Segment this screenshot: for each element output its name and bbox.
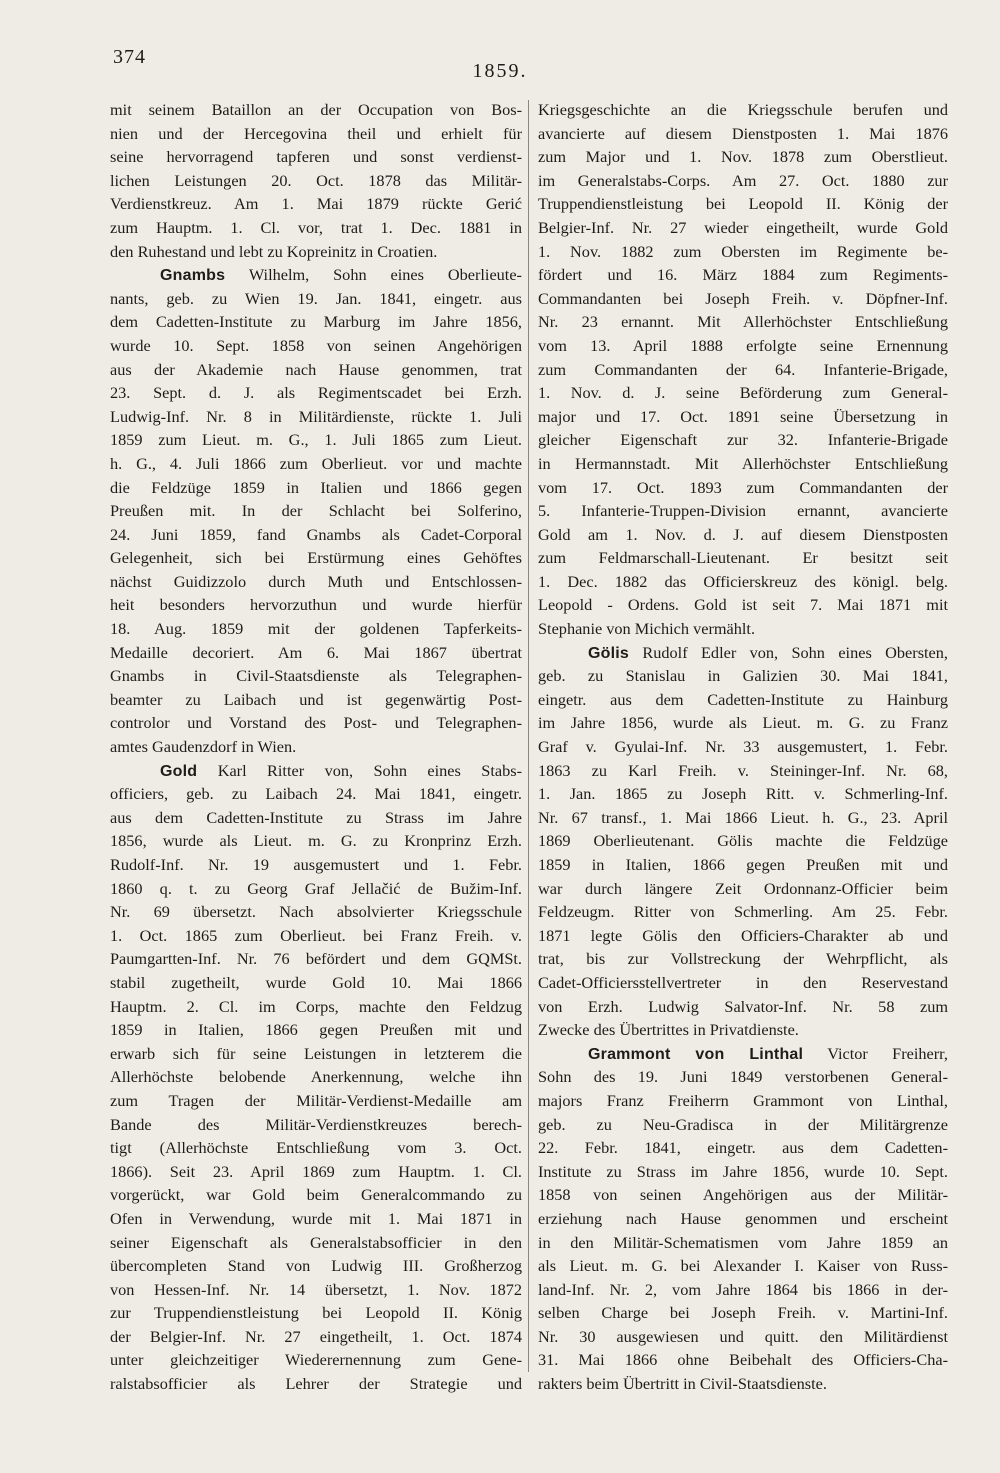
entry-first-line	[538, 1042, 948, 1066]
line-text: h. G., 4. Juli 1866 zum Oberlieut. vor und machte	[110, 453, 522, 473]
line-text: Nr. 69 übersetzt. Nach absolvierter Kriegsschule	[110, 902, 522, 922]
line-text: den Ruhestand und lebt zu Kopreinitz in Croatien.	[110, 241, 438, 261]
running-header-year: 1859.	[472, 60, 528, 82]
line-text: Institute zu Strass im Jahre 1856, wurde 10. Sept.	[538, 1161, 948, 1181]
text-line	[110, 593, 522, 617]
line-text: 1860 q. t. zu Georg Graf Jellačić de Bužim-Inf.	[110, 878, 522, 898]
line-text: lichen Leistungen 20. Oct. 1878 das Militär-	[110, 170, 522, 190]
right-column	[538, 98, 948, 1396]
text-line	[110, 122, 522, 146]
line-text: Wilhelm, Sohn eines Oberlieute-	[248, 265, 522, 285]
line-text: nants, geb. zu Wien 19. Jan. 1841, eingetr. aus	[110, 288, 522, 308]
text-line	[538, 310, 948, 334]
line-text: wurde 10. Sept. 1858 von seinen Angehörigen	[110, 335, 522, 355]
text-line	[110, 358, 522, 382]
line-text: 1856, wurde als Lieut. m. G. zu Kronprinz Erzh.	[110, 831, 522, 851]
text-line	[110, 947, 522, 971]
text-line	[538, 1065, 948, 1089]
line-text: rakters beim Übertritt in Civil-Staatsdienste.	[538, 1374, 827, 1394]
line-text: mit seinem Bataillon an der Occupation von Bos-	[110, 100, 522, 119]
text-line	[110, 1254, 522, 1278]
line-text: Ofen in Verwendung, wurde mit 1. Mai 1871 in	[110, 1208, 522, 1228]
text-line	[538, 1136, 948, 1160]
entry-first-line	[538, 641, 948, 665]
text-line	[110, 1065, 522, 1089]
text-line	[538, 1207, 948, 1231]
line-text: zum Tragen der Militär-Verdienst-Medaille am	[110, 1090, 522, 1110]
line-text: Cadet-Officiersstellvertreter in den Reservestand	[538, 972, 948, 992]
line-text: amtes Gaudenzdorf in Wien.	[110, 737, 297, 757]
line-text: stabil zugetheilt, wurde Gold 10. Mai 1866	[110, 972, 522, 992]
text-line	[110, 1089, 522, 1113]
text-line	[110, 971, 522, 995]
line-text: die Feldzüge 1859 in Italien und 1866 gegen	[110, 477, 522, 497]
line-text: aus der Akademie nach Hause genommen, trat	[110, 359, 522, 379]
line-text: seiner Eigenschaft als Generalstabsofficier in den	[110, 1232, 522, 1252]
line-text: Allerhöchste belobende Anerkennung, welche ihn	[110, 1067, 522, 1087]
line-text: tigt (Allerhöchste Entschließung vom 3. Oct.	[110, 1138, 522, 1158]
line-text: 1858 von seinen Angehörigen aus der Militär-	[538, 1185, 948, 1205]
text-line	[538, 759, 948, 783]
line-text: Medaille decoriert. Am 6. Mai 1867 übertrat	[110, 642, 522, 662]
line-text: vom 17. Oct. 1893 zum Commandanten der	[538, 477, 948, 497]
line-text: 1859 zum Lieut. m. G., 1. Juli 1865 zum Lieut.	[110, 430, 522, 450]
text-line	[110, 617, 522, 641]
text-line	[538, 1348, 948, 1372]
text-line	[538, 1254, 948, 1278]
text-line	[538, 523, 948, 547]
text-line	[538, 1301, 948, 1325]
entry-name: Gölis	[588, 644, 630, 662]
line-text: 1863 zu Karl Freih. v. Steininger-Inf. Nr. 68,	[538, 760, 948, 780]
line-text: Gold am 1. Nov. d. J. auf diesem Dienstposten	[538, 524, 948, 544]
text-line	[110, 216, 522, 240]
line-text: 1871 legte Gölis den Officiers-Charakter ab und	[538, 925, 948, 945]
text-line	[110, 1372, 522, 1396]
line-text: Kriegsgeschichte an die Kriegsschule berufen und	[538, 100, 948, 119]
line-text: im Jahre 1856, wurde als Lieut. m. G. zu Franz	[538, 713, 948, 733]
text-line	[538, 1278, 948, 1302]
line-text: gleicher Eigenschaft zur 32. Infanterie-Brigade	[538, 430, 948, 450]
text-line	[110, 806, 522, 830]
line-text: Nr. 23 ernannt. Mit Allerhöchster Entschließung	[538, 312, 948, 332]
line-text: 18. Aug. 1859 mit der goldenen Tapferkeits-	[110, 619, 522, 639]
text-line	[538, 853, 948, 877]
line-text: 31. Mai 1866 ohne Beibehalt des Officiers-Cha-	[538, 1350, 948, 1370]
text-line	[538, 877, 948, 901]
line-text: Stephanie von Michich vermählt.	[538, 619, 756, 639]
line-text: ralstabsofficier als Lehrer der Strategie und	[110, 1374, 522, 1394]
line-text: Karl Ritter von, Sohn eines Stabs-	[217, 760, 522, 780]
text-line	[110, 664, 522, 688]
line-text: 1. Dec. 1882 das Officierskreuz des königl. belg.	[538, 571, 948, 591]
line-text: von Erzh. Ludwig Salvator-Inf. Nr. 58 zum	[538, 996, 948, 1016]
text-line	[110, 452, 522, 476]
column-divider	[528, 100, 529, 1372]
line-text: trat, bis zur Vollstreckung der Wehrpflicht, als	[538, 949, 948, 969]
text-line	[110, 641, 522, 665]
text-line	[538, 1089, 948, 1113]
line-text: 1866). Seit 23. April 1869 zum Hauptm. 1. Cl.	[110, 1161, 522, 1181]
text-line	[538, 1113, 948, 1137]
line-text: Preußen mit. In der Schlacht bei Solferino,	[110, 501, 522, 521]
text-line	[110, 995, 522, 1019]
text-line	[538, 1372, 948, 1396]
line-text: 1. Oct. 1865 zum Oberlieut. bei Franz Freih. v.	[110, 925, 522, 945]
line-text: zur Truppendienstleistung bei Leopold II. König	[110, 1303, 522, 1323]
line-text: Sohn des 19. Juni 1849 verstorbenen General-	[538, 1067, 948, 1087]
text-line	[110, 1042, 522, 1066]
line-text: 1859 in Italien, 1866 gegen Preußen mit und	[538, 855, 948, 874]
line-text: zum Feldmarschall-Lieutenant. Er besitzt seit	[538, 548, 948, 568]
text-line	[110, 570, 522, 594]
line-text: controlor und Vorstand des Post- und Telegraphen-	[110, 713, 522, 733]
text-line	[110, 192, 522, 216]
text-line	[538, 546, 948, 570]
text-line	[538, 1325, 948, 1349]
line-text: übercompleten Stand von Ludwig III. Großherzog	[110, 1256, 522, 1276]
text-line	[538, 971, 948, 995]
line-text: war durch längere Zeit Ordonnanz-Officier beim	[538, 878, 948, 898]
line-text: beamter zu Laibach und ist gegenwärtig Post-	[110, 689, 522, 709]
text-line	[110, 877, 522, 901]
text-line	[110, 428, 522, 452]
text-line	[538, 829, 948, 853]
line-text: Graf v. Gyulai-Inf. Nr. 33 ausgemustert, 1. Febr.	[538, 737, 948, 757]
line-text: Bande des Militär-Verdienstkreuzes berech-	[110, 1114, 522, 1134]
line-text: land-Inf. Nr. 2, vom Jahre 1864 bis 1866 in der-	[538, 1279, 948, 1299]
line-text: vom 13. April 1888 erfolgte seine Ernennung	[538, 335, 948, 355]
line-text: im Generalstabs-Corps. Am 27. Oct. 1880 zur	[538, 170, 948, 190]
text-line	[110, 310, 522, 334]
line-text: Rudolf-Inf. Nr. 19 ausgemustert und 1. Febr.	[110, 855, 522, 874]
page-number: 374	[113, 46, 146, 68]
text-line	[110, 334, 522, 358]
text-line	[110, 829, 522, 853]
text-line	[538, 287, 948, 311]
text-line	[110, 735, 522, 759]
line-text: 23. Sept. d. J. als Regimentscadet bei Erzh.	[110, 383, 522, 403]
line-text: fördert und 16. März 1884 zum Regiments-	[538, 265, 948, 285]
entry-first-line	[110, 759, 522, 783]
line-text: aus dem Cadetten-Institute zu Strass im Jahre	[110, 807, 522, 827]
text-line	[110, 1325, 522, 1349]
text-line	[538, 688, 948, 712]
line-text: 1869 Oberlieutenant. Gölis machte die Feldzüge	[538, 831, 948, 851]
line-text: heit besonders hervorzuthun und wurde hierfür	[110, 595, 522, 615]
entry-first-line	[110, 263, 522, 287]
text-line	[538, 122, 948, 146]
text-line	[110, 1160, 522, 1184]
text-line	[538, 1160, 948, 1184]
line-text: Feldzeugm. Ritter von Schmerling. Am 25. Febr.	[538, 902, 948, 922]
line-text: unter gleichzeitiger Wiederernennung zum Gene-	[110, 1350, 522, 1370]
text-line	[110, 1348, 522, 1372]
text-line	[110, 98, 522, 122]
text-line	[110, 145, 522, 169]
line-text: in Hermannstadt. Mit Allerhöchster Entschließung	[538, 453, 948, 473]
line-text: 1. Nov. 1882 zum Obersten im Regimente be-	[538, 241, 948, 261]
text-line	[538, 405, 948, 429]
text-line	[110, 924, 522, 948]
line-text: 1. Nov. d. J. seine Beförderung zum General-	[538, 383, 948, 403]
text-line	[538, 995, 948, 1019]
text-line	[110, 1183, 522, 1207]
line-text: 1. Jan. 1865 zu Joseph Ritt. v. Schmerling-Inf.	[538, 784, 948, 804]
text-line	[110, 1278, 522, 1302]
line-text: 22. Febr. 1841, eingetr. aus dem Cadetten-	[538, 1138, 948, 1158]
text-line	[110, 688, 522, 712]
line-text: Gnambs in Civil-Staatsdienste als Telegraphen-	[110, 666, 522, 686]
text-line	[538, 169, 948, 193]
line-text: majors Franz Freiherrn Grammont von Linthal,	[538, 1090, 948, 1110]
text-line	[110, 1231, 522, 1255]
line-text: geb. zu Neu-Gradisca in der Militärgrenze	[538, 1114, 948, 1134]
text-line	[538, 664, 948, 688]
line-text: von Hessen-Inf. Nr. 14 übersetzt, 1. Nov. 1872	[110, 1279, 522, 1299]
line-text: zum Major und 1. Nov. 1878 zum Oberstlieut.	[538, 147, 948, 167]
text-line	[538, 263, 948, 287]
text-line	[538, 735, 948, 759]
text-line	[110, 287, 522, 311]
text-line	[538, 358, 948, 382]
text-line	[110, 240, 522, 264]
text-line	[110, 782, 522, 806]
text-line	[538, 499, 948, 523]
text-line	[110, 853, 522, 877]
line-text: officiers, geb. zu Laibach 24. Mai 1841, eingetr.	[110, 784, 522, 804]
text-line	[538, 924, 948, 948]
text-line	[110, 405, 522, 429]
line-text: Nr. 30 ausgewiesen und quitt. den Militärdienst	[538, 1326, 948, 1346]
text-line	[538, 711, 948, 735]
text-line	[110, 476, 522, 500]
line-text: Truppendienstleistung bei Leopold II. König der	[538, 194, 948, 214]
line-text: vorgerückt, war Gold beim Generalcommando zu	[110, 1185, 522, 1205]
line-text: zum Commandanten der 64. Infanterie-Brigade,	[538, 359, 948, 379]
line-text: Rudolf Edler von, Sohn eines Obersten,	[642, 642, 948, 662]
line-text: erziehung nach Hause genommen und erscheint	[538, 1208, 948, 1228]
line-text: als Lieut. m. G. bei Alexander I. Kaiser von Russ-	[538, 1256, 948, 1276]
line-text: Zwecke des Übertrittes in Privatdienste.	[538, 1020, 799, 1040]
text-line	[538, 617, 948, 641]
line-text: selben Charge bei Joseph Freih. v. Martini-Inf.	[538, 1303, 948, 1323]
line-text: Belgier-Inf. Nr. 27 wieder eingetheilt, wurde Gold	[538, 217, 948, 237]
entry-name: Gnambs	[160, 267, 226, 285]
line-text: nien und der Hercegovina theil und erhielt für	[110, 123, 522, 143]
text-line	[538, 806, 948, 830]
entry-name: Grammont von Linthal	[588, 1045, 804, 1063]
text-line	[110, 1301, 522, 1325]
line-text: nächst Guidizzolo durch Muth und Entschlossen-	[110, 571, 522, 591]
text-line	[110, 499, 522, 523]
text-line	[538, 1018, 948, 1042]
line-text: eingetr. aus dem Cadetten-Institute zu Hainburg	[538, 689, 948, 709]
text-line	[538, 334, 948, 358]
line-text: avancierte auf diesem Dienstposten 1. Mai 1876	[538, 123, 948, 143]
text-line	[110, 711, 522, 735]
line-text: 5. Infanterie-Truppen-Division ernannt, avancierte	[538, 501, 948, 521]
text-line	[538, 98, 948, 122]
text-line	[538, 947, 948, 971]
line-text: Commandanten bei Joseph Freih. v. Döpfner-Inf.	[538, 288, 948, 308]
line-text: Paumgartten-Inf. Nr. 76 befördert und dem GQMSt.	[110, 949, 522, 969]
text-line	[110, 1113, 522, 1137]
text-line	[538, 428, 948, 452]
text-line	[538, 216, 948, 240]
line-text: Nr. 67 transf., 1. Mai 1866 Lieut. h. G., 23. April	[538, 807, 948, 827]
line-text: der Belgier-Inf. Nr. 27 eingetheilt, 1. Oct. 1874	[110, 1326, 522, 1346]
text-line	[110, 381, 522, 405]
line-text: 1859 in Italien, 1866 gegen Preußen mit und	[110, 1020, 522, 1040]
line-text: Gelegenheit, sich bei Erstürmung eines Gehöftes	[110, 548, 522, 568]
line-text: dem Cadetten-Institute zu Marburg im Jahre 1856,	[110, 312, 522, 332]
text-line	[538, 452, 948, 476]
text-line	[538, 782, 948, 806]
line-text: in den Militär-Schematismen vom Jahre 1859 an	[538, 1232, 948, 1252]
text-line	[538, 192, 948, 216]
text-line	[538, 900, 948, 924]
text-line	[110, 1018, 522, 1042]
text-line	[538, 381, 948, 405]
text-line	[538, 570, 948, 594]
text-line	[538, 476, 948, 500]
text-line	[538, 1183, 948, 1207]
text-line	[110, 523, 522, 547]
text-line	[538, 240, 948, 264]
line-text: Verdienstkreuz. Am 1. Mai 1879 rückte Gerić	[110, 194, 522, 214]
text-line	[538, 1231, 948, 1255]
line-text: Leopold - Ordens. Gold ist seit 7. Mai 1871 mit	[538, 595, 948, 615]
text-line	[110, 1136, 522, 1160]
text-line	[538, 593, 948, 617]
text-line	[110, 546, 522, 570]
line-text: Ludwig-Inf. Nr. 8 in Militärdienste, rückte 1. Juli	[110, 406, 522, 426]
line-text: erwarb sich für seine Leistungen in letzterem die	[110, 1043, 522, 1063]
text-line	[110, 1207, 522, 1231]
text-line	[110, 900, 522, 924]
line-text: seine hervorragend tapferen und sonst verdienst-	[110, 147, 522, 167]
text-line	[538, 145, 948, 169]
text-line	[110, 169, 522, 193]
entry-name: Gold	[160, 762, 198, 780]
line-text: geb. zu Stanislau in Galizien 30. Mai 1841,	[538, 666, 948, 686]
line-text: 24. Juni 1859, fand Gnambs als Cadet-Corporal	[110, 524, 522, 544]
left-column	[110, 98, 522, 1396]
line-text: Victor Freiherr,	[827, 1043, 948, 1063]
line-text: zum Hauptm. 1. Cl. vor, trat 1. Dec. 1881 in	[110, 217, 522, 237]
line-text: Hauptm. 2. Cl. im Corps, machte den Feldzug	[110, 996, 522, 1016]
line-text: major und 17. Oct. 1891 seine Übersetzung in	[538, 406, 948, 426]
